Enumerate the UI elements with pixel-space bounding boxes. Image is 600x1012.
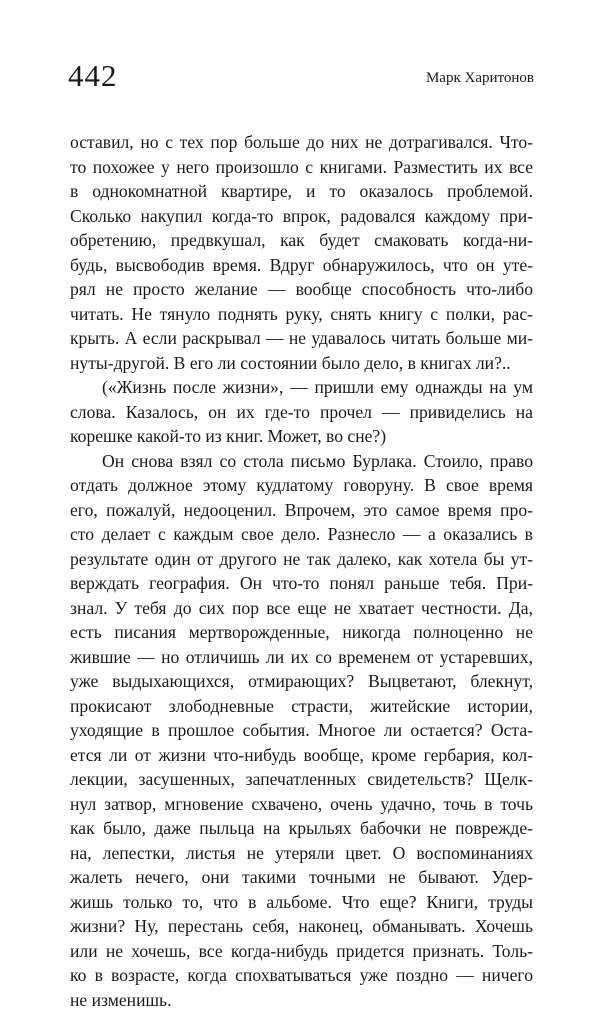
text-line: уже выдыхающихся, отмирающих? Выцветают, блекнут, bbox=[70, 669, 533, 694]
text-line: прокисают злободневные страсти, житейские истории, bbox=[70, 694, 533, 719]
text-line: нуты-другой. В его ли состоянии было дело, в книгах ли?.. bbox=[70, 351, 533, 376]
text-line: жалеть нечего, они такими точными не бывают. Удер- bbox=[70, 865, 533, 890]
text-line: результате один от другого не так далеко, как хотела бы ут- bbox=[70, 547, 533, 572]
text-line: будь, высвободив время. Вдруг обнаружилось, что он уте- bbox=[70, 253, 533, 278]
text-line: нул затвор, мгновение схвачено, очень удачно, точь в точь bbox=[70, 792, 533, 817]
text-line: не изменишь. bbox=[70, 988, 533, 1012]
text-line: есть писания мертворожденные, никогда полноценно не bbox=[70, 620, 533, 645]
text-line: лекции, засушенных, запечатленных свидетельств? Щелк- bbox=[70, 767, 533, 792]
text-line: читать. Не тянуло поднять руку, снять книгу с полки, рас- bbox=[70, 302, 533, 327]
text-line: его, пожалуй, недооценил. Впрочем, это самое время про- bbox=[70, 498, 533, 523]
text-line: отдать должное этому кудлатому говоруну. В свое время bbox=[70, 473, 533, 498]
text-line: корешке какой-то из книг. Может, во сне?) bbox=[70, 424, 533, 449]
text-line: ется ли от жизни что-нибудь вообще, кроме гербария, кол- bbox=[70, 743, 533, 768]
text-line: слова. Казалось, он их где-то прочел — привиделись на bbox=[70, 400, 533, 425]
text-line: («Жизнь после жизни», — пришли ему однажды на ум bbox=[70, 375, 533, 400]
text-line: как было, даже пыльца на крыльях бабочки не поврежде- bbox=[70, 816, 533, 841]
text-line: уходящие в прошлое события. Многое ли остается? Оста- bbox=[70, 718, 533, 743]
text-line: ко в возрасте, когда спохватываться уже поздно — ничего bbox=[70, 963, 533, 988]
text-line: Он снова взял со стола письмо Бурлака. Стоило, право bbox=[70, 449, 533, 474]
text-line: обретению, предвкушал, как будет смаковать когда-ни- bbox=[70, 228, 533, 253]
text-line: в однокомнатной квартире, и то оказалось проблемой. bbox=[70, 179, 533, 204]
text-line: крыть. А если раскрывал — не удавалось читать больше ми- bbox=[70, 326, 533, 351]
text-line: жишь только то, что в альбоме. Что еще? Книги, труды bbox=[70, 890, 533, 915]
text-line: знал. У тебя до сих пор все еще не хватает честности. Да, bbox=[70, 596, 533, 621]
text-line: сто делает с каждым свое дело. Разнесло — а оказались в bbox=[70, 522, 533, 547]
body-text bbox=[70, 130, 533, 1012]
page-number: 442 bbox=[68, 58, 118, 94]
text-line: на, лепестки, листья не утеряли цвет. О воспоминаниях bbox=[70, 841, 533, 866]
text-line: оставил, но с тех пор больше до них не дотрагивался. Что- bbox=[70, 130, 533, 155]
text-line: то похожее у него произошло с книгами. Разместить их все bbox=[70, 155, 533, 180]
text-line: Сколько накупил когда-то впрок, радовался каждому при- bbox=[70, 204, 533, 229]
text-line: или не хочешь, все когда-нибудь придется признать. Толь- bbox=[70, 939, 533, 964]
text-line: жизни? Ну, перестань себя, наконец, обманывать. Хочешь bbox=[70, 914, 533, 939]
text-line: рял не просто желание — вообще способность что-либо bbox=[70, 277, 533, 302]
running-head-author: Марк Харитонов bbox=[426, 69, 534, 87]
text-line: жившие — но отличишь ли их со временем от устаревших, bbox=[70, 645, 533, 670]
text-line: верждать география. Он что-то понял раньше тебя. При- bbox=[70, 571, 533, 596]
